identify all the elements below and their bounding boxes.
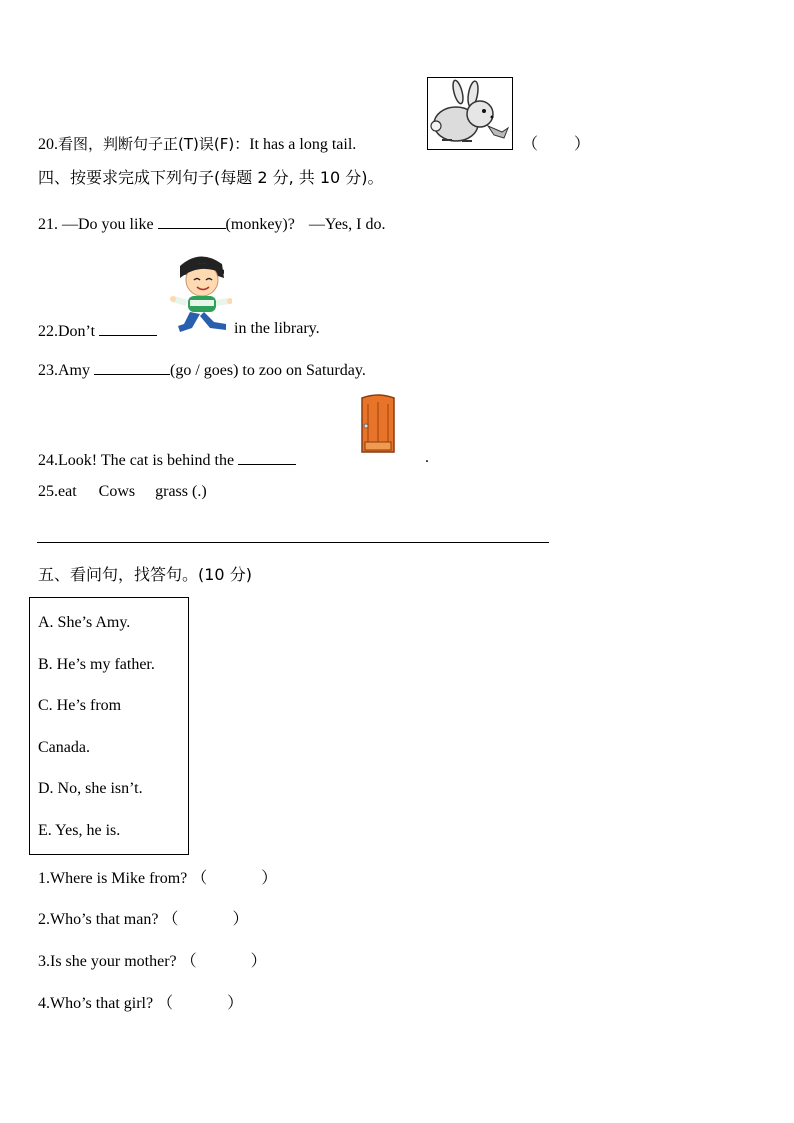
q21-line [38,214,385,233]
option-e: E. Yes, he is. [38,822,121,839]
q20-prompt: 看图，判断句子正(T)误(F)： [58,135,250,153]
q23-hint: (go / goes) to zoo on Saturday. [170,362,366,379]
option-d: D. No, she isn’t. [38,780,143,797]
question-1-answer-parens[interactable]: （ ） [191,870,278,887]
q23-number: 23. [38,362,58,379]
question-4-answer-parens[interactable]: （ ） [157,995,244,1012]
question-3-answer-parens[interactable]: （ ） [180,953,267,970]
q21-number: 21. [38,216,58,233]
question-2-answer-parens[interactable]: （ ） [162,911,249,928]
question-4-text: 4.Who’s that girl? [38,995,154,1012]
options-box [29,597,189,855]
q25-word-2: Cows [98,483,136,500]
paren-open: （ [522,136,539,153]
q22-line [38,321,157,340]
question-2 [38,912,248,928]
running-boy-icon [170,252,232,334]
q22-number: 22. [38,323,58,340]
q21-answer: —Yes, I do. [308,216,386,233]
q23-blank[interactable] [94,360,170,375]
q25-answer-line[interactable] [37,542,549,543]
option-a: A. She’s Amy. [38,614,131,631]
q25-word-1: eat [58,483,77,500]
q23-part1: Amy [58,362,90,379]
q20-sentence: It has a long tail. [249,136,357,153]
question-1 [38,871,277,887]
q21-hint: (monkey)? [225,216,295,233]
question-2-text: 2.Who’s that man? [38,911,159,928]
paren-close: ） [574,136,591,153]
q20-number: 20. [38,136,58,153]
door-icon [356,394,400,458]
option-c: C. He’s from [38,697,122,714]
q22-part1: Don’t [58,323,96,340]
rabbit-picture-frame [427,77,513,150]
section4-heading: 四、按要求完成下列句子(每题 2 分, 共 10 分)。 [38,168,384,187]
q21-part1: —Do you like [62,216,154,233]
q20-answer-parens[interactable] [522,137,590,153]
q24-end: . [425,449,429,466]
q24-line [38,450,296,469]
q22-blank[interactable] [99,321,157,336]
q24-blank[interactable] [238,450,296,465]
q22-part2: in the library. [234,320,320,337]
q24-number: 24. [38,452,58,469]
q23-line [38,360,366,379]
question-4 [38,996,243,1012]
question-1-text: 1.Where is Mike from? [38,870,188,887]
q24-part1: Look! The cat is behind the [58,452,235,469]
q20-line [38,137,356,153]
section5-heading: 五、看问句，找答句。(10 分) [38,565,252,584]
question-3-text: 3.Is she your mother? [38,953,177,970]
option-b: B. He’s my father. [38,656,155,673]
q25-line [38,484,207,500]
q25-number: 25. [38,483,58,500]
rabbit-icon [428,78,512,149]
option-c-continued: Canada. [38,739,90,756]
question-3 [38,954,267,970]
q25-word-3: grass (.) [155,483,207,500]
q21-blank[interactable] [158,214,226,229]
